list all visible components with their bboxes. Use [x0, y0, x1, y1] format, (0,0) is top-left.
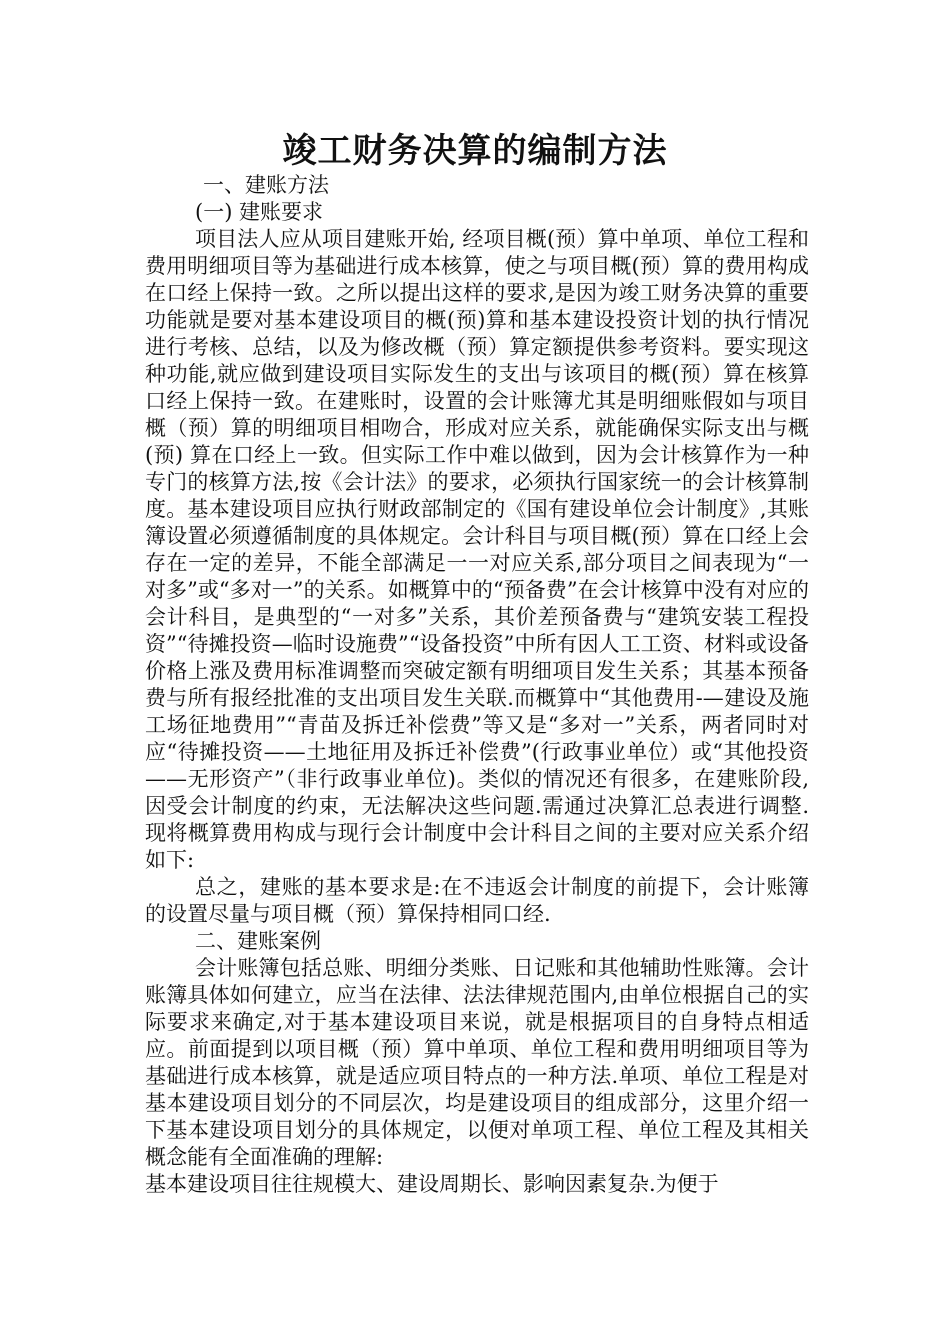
document-body	[145, 172, 809, 1198]
document-title: 竣工财务决算的编制方法	[282, 131, 668, 171]
paragraph-1: 项目法人应从项目建账开始, 经项目概(预）算中单项、单位工程和费用明细项目等为基础进行成本核算，使之与项目概(预）算的费用构成在口经上保持一致。之所以提出这样的要求,是因为竣工财务决算的重要功能就是要对基本建设项目的概(预)算和基本建设投资计划的执行情况进行考核、总结，以及为修改概（预）算定额提供参考资料。要实现这种功能,就应做到建设项目实际发生的支出与该项目的概(预）算在核算口经上保持一致。在建账时，设置的会计账簿尤其是明细账假如与项目概（预）算的明细项目相吻合，形成对应关系，就能确保实际支出与概(预) 算在口经上一致。但实际工作中难以做到，因为会计核算作为一种专门的核算方法,按《会计法》的要求，必须执行国家统一的会计核算制度。基本建设项目应执行财政部制定的《国有建设单位会计制度》,其账簿设置必须遵循制度的具体规定。会计科目与项目概(预）算在口经上会存在一定的差异，不能全部满足一一对应关系,部分项目之间表现为“一对多”或“多对一”的关系。如概算中的“预备费”在会计核算中没有对应的会计科目，是典型的“一对多”关系，其价差预备费与“建筑安装工程投资”“待摊投资—临时设施费”“设备投资”中所有因人工工资、材料或设备价格上涨及费用标准调整而突破定额有明细项目发生关系；其基本预备费与所有报经批准的支出项目发生关联.而概算中“其他费用-—建设及施工场征地费用”“青苗及拆迁补偿费”等又是“多对一”关系，两者同时对应“待摊投资——土地征用及拆迁补偿费”(行政事业单位）或“其他投资——无形资产”（非行政事业单位)。类似的情况还有很多，在建账阶段,因受会计制度的约束，无法解决这些问题.需通过决算汇总表进行调整.现将概算费用构成与现行会计制度中会计科目之间的主要对应关系介绍如下:	[145, 227, 809, 872]
paragraph-3: 会计账簿包括总账、明细分类账、日记账和其他辅助性账簿。会计账簿具体如何建立，应当在法律、法法律规范围内,由单位根据自己的实际要求来确定,对于基本建设项目来说，就是根据项目的自身特点相适应。前面提到以项目概（预）算中单项、单位工程和费用明细项目等为基础进行成本核算，就是适应项目特点的一种方法.单项、单位工程是对基本建设项目划分的不同层次，均是建设项目的组成部分，这里介绍一下基本建设项目划分的具体规定，以便对单项工程、单位工程及其相关概念能有全面准确的理解:	[145, 956, 809, 1169]
section-heading-1: 一、建账方法	[203, 173, 329, 197]
paragraph-2: 总之，建账的基本要求是:在不违返会计制度的前提下，会计账簿的设置尽量与项目概（预）算保持相同口经.	[145, 875, 809, 926]
subsection-heading-1-1: (一) 建账要求	[195, 200, 324, 224]
section-heading-2: 二、建账案例	[195, 929, 321, 953]
paragraph-4: 基本建设项目往往规模大、建设周期长、影响因素复杂.为便于	[145, 1172, 719, 1196]
